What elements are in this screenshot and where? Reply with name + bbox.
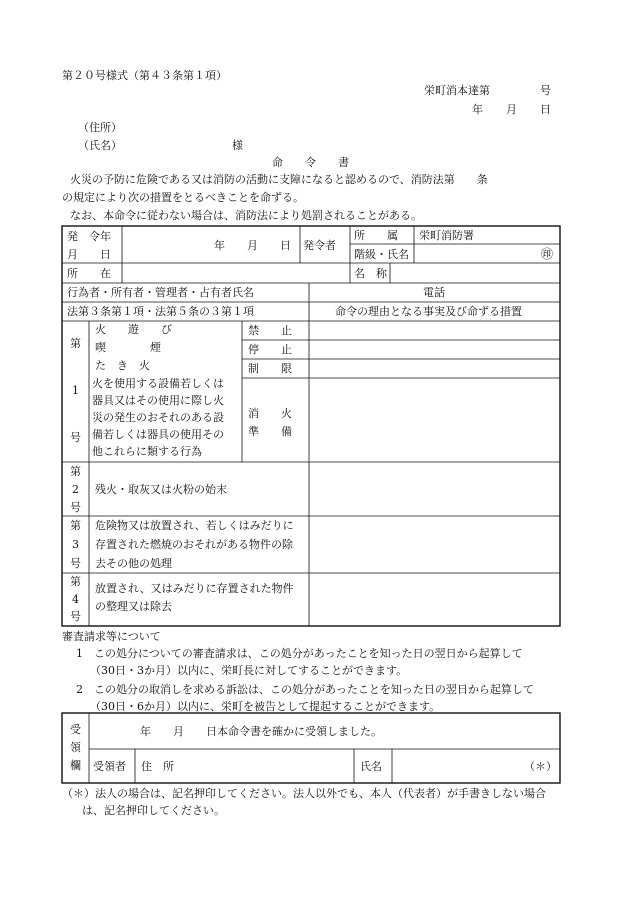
item1-long-4: 備若しくは器具の使用その: [92, 428, 224, 441]
measure-restrict: 制 限: [248, 362, 292, 375]
affiliation-label: 所 属: [354, 229, 398, 242]
review-item2-line2: （30日・6か月）以内に、栄町を被告として提起することができます。: [90, 700, 441, 713]
date-month: 月: [506, 103, 517, 116]
rank-name-label: 階級・氏名: [354, 248, 409, 261]
date-year: 年: [472, 103, 483, 116]
issue-date-label-2: 月 日: [67, 248, 111, 261]
receiver-label: 受領者: [93, 760, 126, 773]
item3-text-3: 去その他の処理: [95, 557, 172, 570]
review-item2-line1: 2 この処分の取消しを求める訴訟は、この処分があったことを知った日の翌日から起算して: [76, 683, 534, 696]
item4-text-2: の整理又は除去: [95, 600, 172, 613]
item4-no-2: 4: [72, 593, 79, 606]
form-number: 第２０号様式（第４３条第１項）: [62, 69, 227, 82]
item1-act-2: 喫 煙: [95, 341, 161, 354]
location-label: 所 在: [67, 267, 111, 280]
item1-no-1: 第: [70, 337, 81, 350]
name-label: （氏名）: [78, 139, 122, 152]
review-item1-line2: （30日・3か月）以内に、栄町長に対してすることができます。: [90, 664, 408, 677]
issue-date-label-1: 発 令年: [67, 230, 111, 243]
receiver-mark: （＊）: [524, 760, 557, 773]
item1-no-2: 1: [72, 384, 79, 397]
document-title: 命 令 書: [272, 156, 349, 169]
parties-label: 行為者・所有者・管理者・占有者氏名: [67, 286, 254, 299]
item2-no-1: 第: [70, 465, 81, 478]
footnote-line-2: は、記名押印してください。: [82, 804, 225, 817]
body-line-2: の規定により次の措置をとるべきことを命ずる。: [62, 191, 304, 204]
body-line-3: なお、本命令に従わない場合は、消防法により処罰されることがある。: [70, 209, 422, 222]
measure-prohibit: 禁 止: [248, 324, 292, 337]
item1-long-2: 器具又はその使用に際し火: [92, 394, 224, 407]
seal-mark: ㊞: [541, 247, 554, 261]
measure-stop: 停 止: [248, 343, 292, 356]
facility-name-label: 名 称: [354, 267, 387, 280]
date-day: 日: [540, 103, 551, 116]
receipt-label-2: 領: [70, 741, 81, 754]
item3-no-3: 号: [70, 557, 81, 570]
phone-label: 電話: [423, 286, 445, 299]
footnote-line-1: （＊）法人の場合は、記名押印してください。法人以外でも、本人（代表者）が手書きしない場合: [62, 787, 546, 800]
item4-no-3: 号: [70, 610, 81, 623]
affiliation-value: 栄町消防署: [419, 229, 474, 242]
address-label: （住所）: [78, 121, 122, 134]
item2-no-3: 号: [70, 501, 81, 514]
receiver-address-label: 住 所: [141, 760, 174, 773]
receiver-name-label: 氏名: [360, 760, 382, 773]
body-line-1: 火災の予防に危険である又は消防の活動に支障になると認めるので、消防法第 条: [70, 173, 488, 186]
article-label: 法第３条第１項・法第５条の３第１項: [67, 305, 254, 318]
item4-no-1: 第: [70, 575, 81, 588]
receipt-confirm-text: 年 月 日本命令書を確かに受領しました。: [140, 725, 382, 738]
honorific: 様: [232, 139, 243, 152]
receipt-label-1: 受: [70, 723, 81, 736]
reason-header: 命令の理由となる事実及び命ずる措置: [335, 305, 522, 318]
doc-number-prefix: 栄町消本達第: [424, 84, 490, 97]
item3-no-1: 第: [70, 519, 81, 532]
item4-text-1: 放置され、又はみだりに存置された物件: [95, 582, 294, 595]
item3-no-2: 3: [72, 538, 79, 551]
item1-long-5: 他これらに類する行為: [92, 445, 202, 458]
item1-long-1: 火を使用する設備若しくは: [92, 377, 224, 390]
review-heading: 審査請求等について: [62, 630, 161, 643]
issue-date-value: 年 月 日: [214, 239, 291, 252]
item1-act-1: 火 遊 び: [95, 323, 172, 336]
item1-act-3: た き 火: [95, 359, 150, 372]
item1-long-3: 災の発生のおそれのある設: [92, 411, 224, 424]
item3-text-1: 危険物又は放置され、若しくはみだりに: [95, 519, 294, 532]
issuer-label: 発令者: [303, 239, 336, 252]
item2-no-2: 2: [72, 483, 79, 496]
receipt-label-3: 欄: [70, 759, 81, 772]
item2-text: 残火・取灰又は火粉の始末: [95, 483, 227, 496]
doc-number-suffix: 号: [540, 84, 551, 97]
fire-prep-2: 準 備: [248, 425, 292, 438]
item1-no-3: 号: [70, 431, 81, 444]
review-item1-line1: 1 この処分についての審査請求は、この処分があったことを知った日の翌日から起算して: [76, 647, 523, 660]
fire-prep-1: 消 火: [248, 407, 292, 420]
item3-text-2: 存置された燃焼のおそれがある物件の除: [95, 538, 293, 551]
